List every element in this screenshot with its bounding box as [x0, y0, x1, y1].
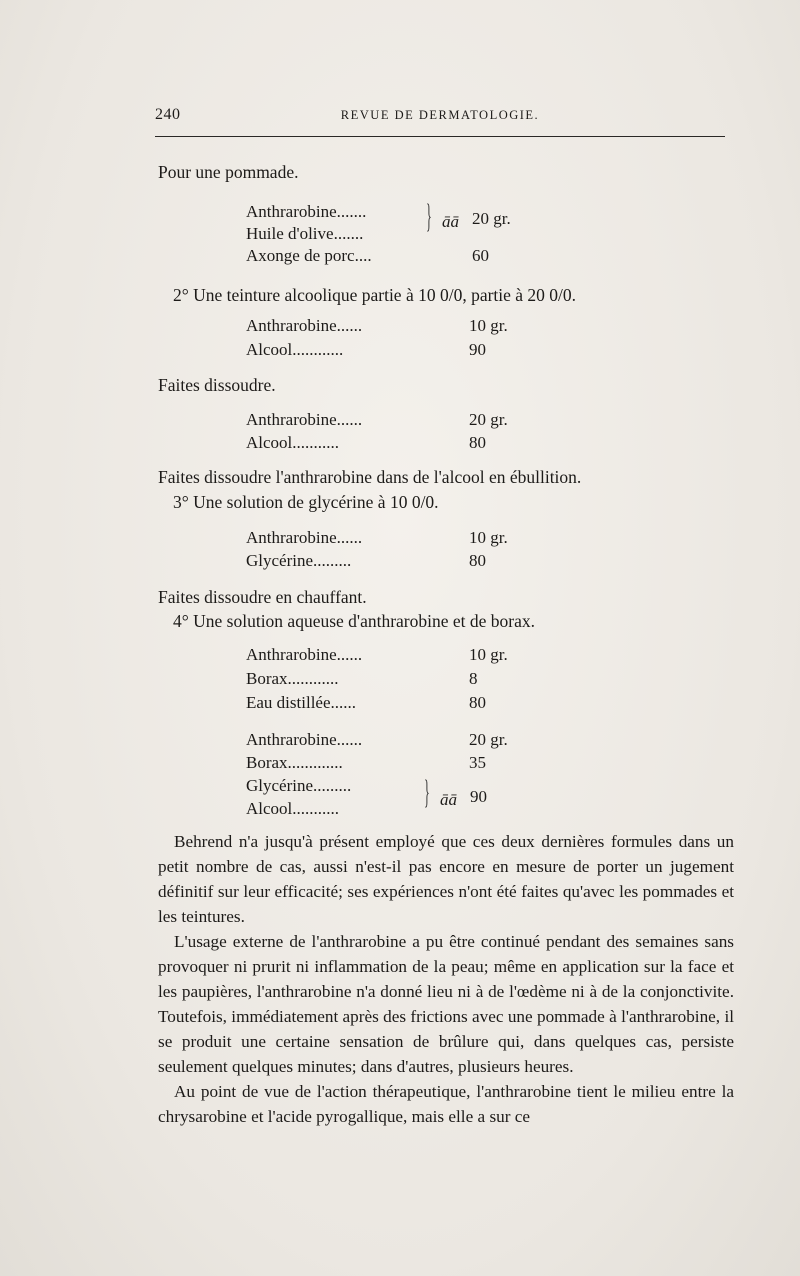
- running-title: REVUE DE DERMATOLOGIE.: [340, 108, 540, 122]
- f6-aa: āā: [440, 790, 457, 809]
- f2-ingredient-1: Anthrarobine......: [246, 316, 363, 335]
- f2-ingredient-2: Alcool............: [246, 340, 344, 359]
- f4-qty-2: 80: [469, 551, 486, 570]
- f1-qty-3: 60: [472, 246, 489, 265]
- paragraph-2: L'usage externe de l'anthrarobine a pu être continué pendant des semaines sans provoquer ni prurit ni inflammation de la peau; même en application sur la face et les paupières, l'anthrarobine n'a donné lieu ni à de l'œdème ni à de la conjonctivite. Toutefois, immédiatement après des frictions avec une pommade à l'anthrarobine, il se produit une certaine sensation de brûlure qui, dans quelques cas, persiste seulement quelques minutes; dans d'autres, plusieurs heures.: [158, 932, 734, 1076]
- f6-ingredient-1: Anthrarobine......: [246, 730, 363, 749]
- f5-ingredient-3: Eau distillée......: [246, 693, 357, 712]
- f5-qty-2: 8: [469, 669, 478, 688]
- f6-qty-1: 20 gr.: [469, 730, 508, 749]
- f6-ingredient-4: Alcool...........: [246, 799, 340, 818]
- chauffant: Faites dissoudre en chauffant.: [158, 587, 367, 607]
- f4-qty-1: 10 gr.: [469, 528, 508, 547]
- f3-qty-2: 80: [469, 433, 486, 452]
- f4-ingredient-1: Anthrarobine......: [246, 528, 363, 547]
- dissoudre-2: Faites dissoudre l'anthrarobine dans de l'alcool en ébullition.: [158, 467, 582, 487]
- f6-shared-qty: 90: [470, 787, 487, 806]
- f6-brace: }: [424, 774, 430, 811]
- pommade-intro: Pour une pommade.: [158, 162, 299, 182]
- f1-shared-qty: 20 gr.: [472, 209, 511, 228]
- f6-qty-2: 35: [469, 753, 486, 772]
- f3-ingredient-2: Alcool...........: [246, 433, 340, 452]
- f4-ingredient-2: Glycérine.........: [246, 551, 352, 570]
- f1-brace: }: [426, 198, 432, 235]
- page-number: 240: [155, 106, 181, 123]
- glycerine-intro: 3° Une solution de glycérine à 10 0/0.: [173, 492, 439, 512]
- page-header: [155, 106, 725, 128]
- f1-ingredient-3: Axonge de porc....: [246, 246, 372, 265]
- f1-ingredient-2: Huile d'olive.......: [246, 224, 364, 243]
- f1-aa: āā: [442, 212, 459, 231]
- f2-qty-2: 90: [469, 340, 486, 359]
- header-rule: [155, 136, 725, 137]
- f5-qty-3: 80: [469, 693, 486, 712]
- body-text: [158, 829, 734, 1129]
- f5-ingredient-2: Borax............: [246, 669, 339, 688]
- paragraph-1: Behrend n'a jusqu'à présent employé que ces deux dernières formules dans un petit nombre de cas, aussi n'est-il pas encore en mesure de porter un jugement définitif sur leur efficacité; ses expériences n'ont été faites qu'avec les pommades et les teintures.: [158, 832, 734, 926]
- f6-ingredient-2: Borax.............: [246, 753, 343, 772]
- f3-qty-1: 20 gr.: [469, 410, 508, 429]
- f5-ingredient-1: Anthrarobine......: [246, 645, 363, 664]
- paragraph-3: Au point de vue de l'action thérapeutique, l'anthrarobine tient le milieu entre la chrysarobine et l'acide pyrogallique, mais elle a sur ce: [158, 1082, 734, 1126]
- dissoudre-1: Faites dissoudre.: [158, 375, 276, 395]
- aqueuse-intro: 4° Une solution aqueuse d'anthrarobine et de borax.: [173, 611, 535, 631]
- f6-ingredient-3: Glycérine.........: [246, 776, 352, 795]
- f2-qty-1: 10 gr.: [469, 316, 508, 335]
- teinture-intro: 2° Une teinture alcoolique partie à 10 0/0, partie à 20 0/0.: [173, 285, 577, 305]
- f5-qty-1: 10 gr.: [469, 645, 508, 664]
- f1-ingredient-1: Anthrarobine.......: [246, 202, 367, 221]
- f3-ingredient-1: Anthrarobine......: [246, 410, 363, 429]
